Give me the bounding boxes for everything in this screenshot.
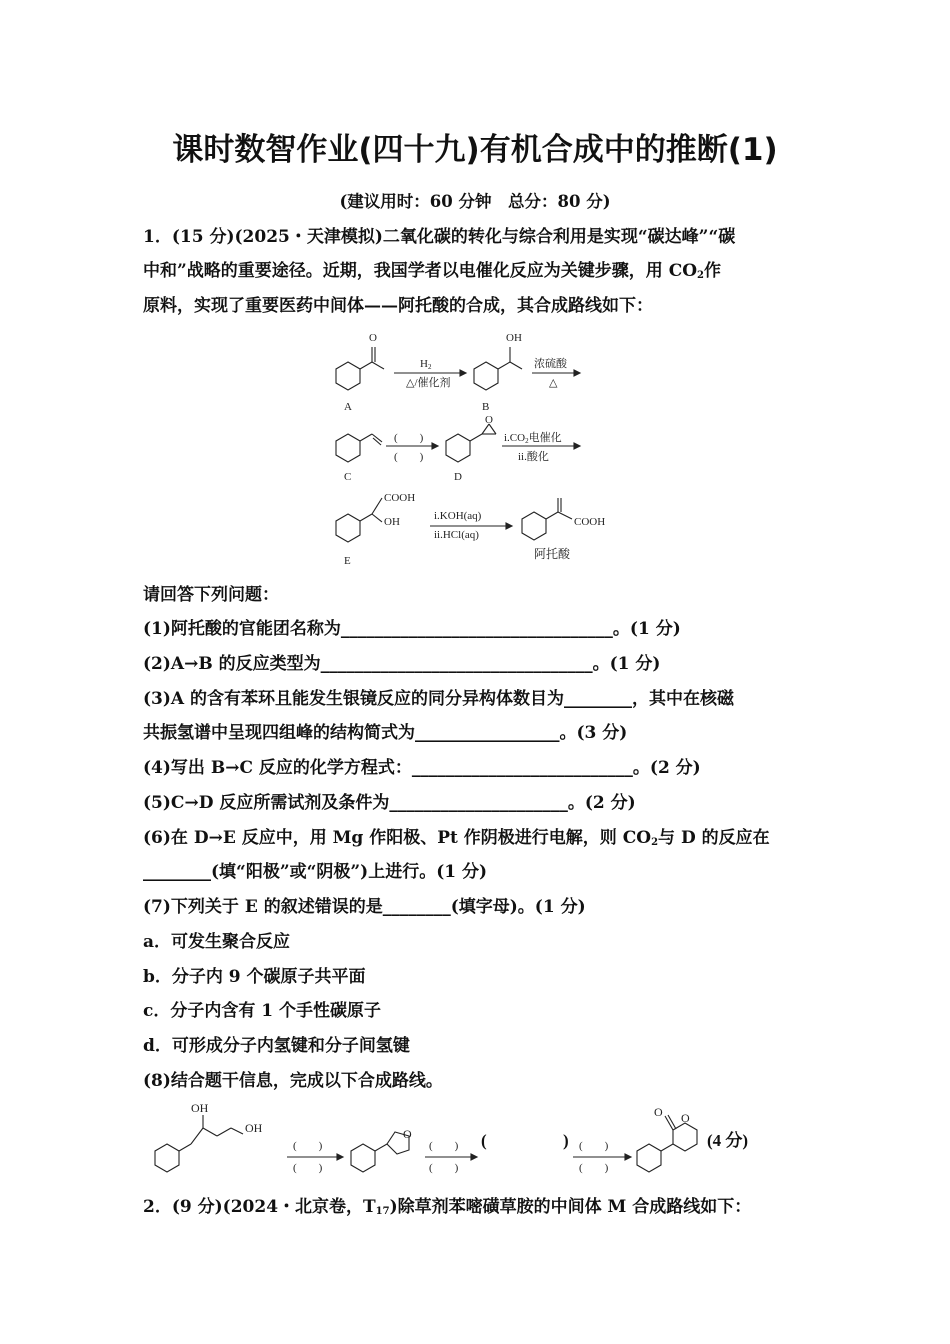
route-arrow-3 [573, 1140, 631, 1174]
step2-condition: △ [549, 377, 558, 389]
arrow-e-to-product [430, 510, 512, 541]
e-carboxyl-label: COOH [384, 492, 416, 504]
arrow-b-to-c [532, 356, 580, 389]
step4-condition: ii.酸化 [518, 451, 549, 463]
diol-oh-1: OH [191, 1101, 209, 1115]
compound-e [336, 492, 415, 567]
route-arrow-3-bottom-blank: ( ) [579, 1162, 609, 1174]
q1-prompt: 请回答下列问题： [143, 585, 279, 605]
q1-intro-line-3: 原料，实现了重要医药中间体——阿托酸的合成，其合成路线如下： [143, 296, 653, 316]
svg-text:H2 [420, 358, 432, 371]
label-c: C [344, 471, 352, 483]
label-e: E [344, 555, 351, 567]
arrow-d-to-e [502, 430, 580, 463]
q1-option-d: d．可形成分子内氢键和分子间氢键 [143, 1036, 410, 1056]
route-arrow-3-top-blank: ( ) [579, 1140, 609, 1152]
q1-sub-6-line-2: ________(填“阳极”或“阴极”)上进行。(1 分) [143, 862, 488, 882]
route-arrow-1-bottom-blank: ( ) [293, 1162, 323, 1174]
q1-sub-1: (1)阿托酸的官能团名称为________________________________。(1 分) [143, 619, 681, 639]
q1-sub-4: (4)写出 B→C 反应的化学方程式：__________________________。(2 分) [143, 758, 701, 778]
lactone-ring-oxygen: O [681, 1111, 690, 1125]
arrow-c-to-d [386, 432, 438, 463]
route-arrow-1 [287, 1140, 343, 1174]
e-hydroxyl-label: OH [384, 516, 400, 528]
q1-sub-6-line-1: (6)在 D→E 反应中，用 Mg 作阳极、Pt 作阴极进行电解，则 $CO_2$与 D 的反应在 [143, 828, 770, 848]
diol-start-compound [155, 1101, 263, 1172]
step4-reagent: i.CO [504, 432, 526, 444]
product-name: 阿托酸 [534, 547, 571, 561]
d-oxygen-label: O [485, 414, 493, 426]
step3-condition-blank: ( ) [394, 451, 424, 463]
arrow-a-to-b [394, 358, 466, 389]
b-hydroxyl-label: OH [506, 332, 522, 344]
q1-option-b: b．分子内 9 个碳原子共平面 [143, 967, 366, 987]
q1-intro-line-1: 1．(15 分)(2025・天津模拟)二氧化碳的转化与综合利用是实现“碳达峰”“碳 [143, 227, 736, 247]
step4-reagent-sub: 2 [525, 437, 529, 445]
label-b: B [482, 401, 490, 413]
step2-reagent: 浓硫酸 [534, 358, 567, 370]
compound-c [336, 434, 382, 483]
step3-reagent-blank: ( ) [394, 432, 424, 444]
thf-oxygen: O [403, 1127, 412, 1141]
a-oxygen-label: O [369, 332, 377, 344]
svg-text:i.CO2电催化 [504, 430, 562, 445]
q1-sub-3-line-2: 共振氢谱中呈现四组峰的结构简式为_________________。(3 分) [143, 723, 628, 743]
label-a: A [344, 401, 352, 413]
q1-sub-5: (5)C→D 反应所需试剂及条件为_____________________。(2 分) [143, 793, 636, 813]
compound-b [474, 332, 522, 413]
route-arrow-2-bottom-blank: ( ) [429, 1162, 459, 1174]
page-title: 课时数智作业(四十九)有机合成中的推断(1) [172, 132, 778, 168]
step1-reagent: H [420, 358, 428, 370]
lactone-product-compound [637, 1105, 697, 1172]
step1-reagent-sub: 2 [427, 363, 432, 371]
q1-synthesis-scheme [320, 322, 630, 572]
compound-atropic-acid [522, 498, 605, 561]
intermediate-blank-close: ) [563, 1131, 569, 1150]
compound-a [336, 332, 384, 413]
step1-condition: △/催化剂 [406, 377, 451, 389]
q1-sub-3-line-1: (3)A 的含有苯环且能发生银镜反应的同分异构体数目为________，其中在核磁 [143, 689, 735, 709]
route-arrow-1-top-blank: ( ) [293, 1140, 323, 1152]
compound-d [446, 414, 496, 483]
tetrahydrofuran-compound [351, 1127, 412, 1172]
page-subtitle: (建议用时：60 分钟 总分：80 分) [339, 192, 611, 211]
route-arrow-2 [425, 1140, 477, 1174]
q1-sub-8: (8)结合题干信息，完成以下合成路线。 [143, 1071, 443, 1091]
q1-option-c: c．分子内含有 1 个手性碳原子 [143, 1001, 382, 1021]
route-arrow-2-top-blank: ( ) [429, 1140, 459, 1152]
product-carboxyl-label: COOH [574, 516, 606, 528]
label-d: D [454, 471, 462, 483]
q1-option-a: a．可发生聚合反应 [143, 932, 291, 952]
step4-reagent-post: 电催化 [528, 432, 562, 444]
q1-intro-line-2: 中和”战略的重要途径。近期，我国学者以电催化反应为关键步骤，用 $CO_2$作 [143, 261, 722, 281]
intermediate-blank-open: ( [481, 1131, 487, 1150]
step5-condition: ii.HCl(aq) [434, 529, 479, 541]
diol-oh-2: OH [245, 1121, 263, 1135]
q1-sub-7: (7)下列关于 E 的叙述错误的是________(填字母)。(1 分) [143, 897, 586, 917]
q1-sub-2: (2)A→B 的反应类型为________________________________。(1 分) [143, 654, 661, 674]
q8-synthesis-route [145, 1098, 775, 1184]
q8-score: (4 分) [707, 1131, 749, 1150]
q2-heading: 2．(9 分)(2024・北京卷，$T_{17}$)除草剂苯嘧磺草胺的中间体 M 合成路线如下： [143, 1197, 752, 1217]
step5-reagent: i.KOH(aq) [434, 510, 482, 522]
lactone-carbonyl-oxygen: O [654, 1105, 663, 1119]
